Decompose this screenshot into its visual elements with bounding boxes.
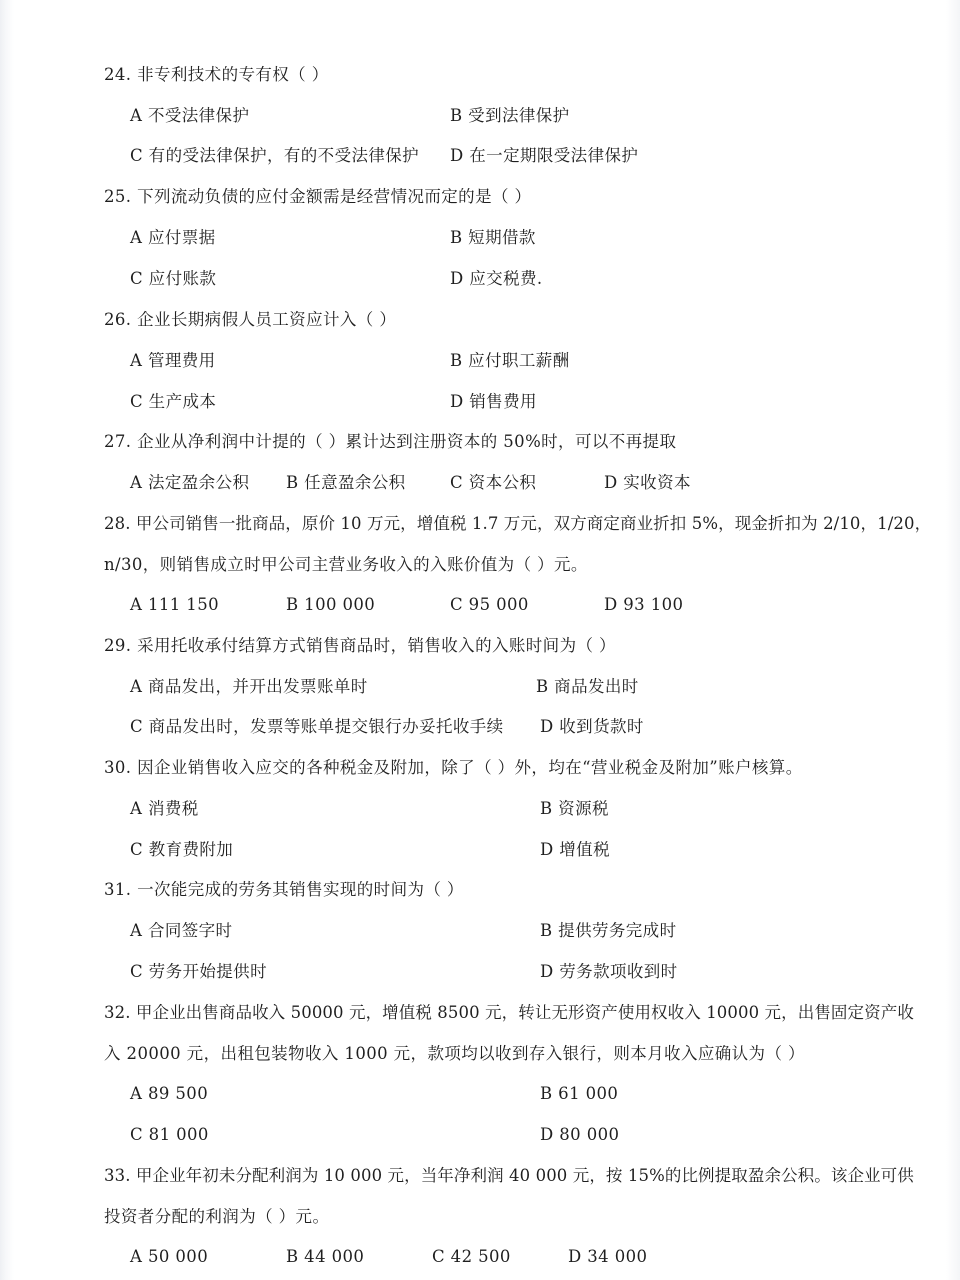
question-24-option-d: D 在一定期限受法律保护: [450, 146, 639, 165]
question-24-stem: 24. 非专利技术的专有权（ ）: [104, 65, 329, 84]
question-31-stem: 31. 一次能完成的劳务其销售实现的时间为（ ）: [104, 880, 464, 899]
question-26-option-c: C 生产成本: [130, 392, 217, 411]
question-32-stem: 32. 甲企业出售商品收入 50000 元，增值税 8500 元，转让无形资产使用权收入 10000 元，出售固定资产收: [104, 1003, 914, 1022]
question-32-option-b: B 61 000: [540, 1084, 619, 1103]
question-31-option-b: B 提供劳务完成时: [540, 921, 677, 940]
question-28-option-a: A 111 150: [130, 595, 219, 614]
question-30-option-d: D 增值税: [540, 840, 610, 859]
question-33-option-c: C 42 500: [432, 1247, 511, 1266]
question-31-option-a: A 合同签字时: [130, 921, 233, 940]
question-25-option-d: D 应交税费.: [450, 269, 543, 288]
question-27-option-b: B 任意盈余公积: [286, 473, 406, 492]
question-30-option-c: C 教育费附加: [130, 840, 234, 859]
question-25-stem: 25. 下列流动负债的应付金额需是经营情况而定的是（ ）: [104, 187, 532, 206]
question-29-option-b: B 商品发出时: [536, 677, 639, 696]
question-28-option-b: B 100 000: [286, 595, 376, 614]
question-24-option-a: A 不受法律保护: [130, 106, 250, 125]
question-28-option-d: D 93 100: [604, 595, 684, 614]
question-27-option-a: A 法定盈余公积: [130, 473, 250, 492]
question-27-stem: 27. 企业从净利润中计提的（ ）累计达到注册资本的 50%时，可以不再提取: [104, 432, 677, 451]
question-32-option-a: A 89 500: [130, 1084, 209, 1103]
question-27-option-c: C 资本公积: [450, 473, 537, 492]
question-33-stem-continued: 投资者分配的利润为（ ）元。: [104, 1207, 330, 1226]
question-26-option-a: A 管理费用: [130, 351, 216, 370]
question-33-stem: 33. 甲企业年初未分配利润为 10 000 元，当年净利润 40 000 元，按 15%的比例提取盈余公积。该企业可供: [104, 1166, 914, 1185]
question-28-stem: 28. 甲公司销售一批商品，原价 10 万元，增值税 1.7 万元，双方商定商业折扣 5%，现金折扣为 2/10，1/20，: [104, 514, 932, 533]
question-24-option-c: C 有的受法律保护，有的不受法律保护: [130, 146, 420, 165]
question-25-option-c: C 应付账款: [130, 269, 217, 288]
question-31-option-c: C 劳务开始提供时: [130, 962, 267, 981]
question-26-option-d: D 销售费用: [450, 392, 537, 411]
question-27-option-d: D 实收资本: [604, 473, 691, 492]
question-28-stem-continued: n/30，则销售成立时甲公司主营业务收入的入账价值为（ ）元。: [104, 555, 588, 574]
question-28-option-c: C 95 000: [450, 595, 529, 614]
question-29-option-d: D 收到货款时: [540, 717, 644, 736]
question-26-option-b: B 应付职工薪酬: [450, 351, 570, 370]
question-33-option-a: A 50 000: [130, 1247, 209, 1266]
question-29-option-c: C 商品发出时，发票等账单提交银行办妥托收手续: [130, 717, 504, 736]
question-24-option-b: B 受到法律保护: [450, 106, 570, 125]
question-26-stem: 26. 企业长期病假人员工资应计入（ ）: [104, 310, 397, 329]
question-30-stem: 30. 因企业销售收入应交的各种税金及附加，除了（ ）外，均在“营业税金及附加”账户核算。: [104, 758, 803, 777]
question-25-option-b: B 短期借款: [450, 228, 536, 247]
question-29-option-a: A 商品发出，并开出发票账单时: [130, 677, 368, 696]
question-29-stem: 29. 采用托收承付结算方式销售商品时，销售收入的入账时间为（ ）: [104, 636, 616, 655]
question-31-option-d: D 劳务款项收到时: [540, 962, 678, 981]
question-30-option-b: B 资源税: [540, 799, 609, 818]
question-33-option-d: D 34 000: [568, 1247, 648, 1266]
question-32-stem-continued: 入 20000 元，出租包装物收入 1000 元，款项均以收到存入银行，则本月收入应确认为（ ）: [104, 1044, 805, 1063]
question-33-option-b: B 44 000: [286, 1247, 365, 1266]
question-32-option-d: D 80 000: [540, 1125, 620, 1144]
question-30-option-a: A 消费税: [130, 799, 199, 818]
question-25-option-a: A 应付票据: [130, 228, 216, 247]
question-32-option-c: C 81 000: [130, 1125, 209, 1144]
